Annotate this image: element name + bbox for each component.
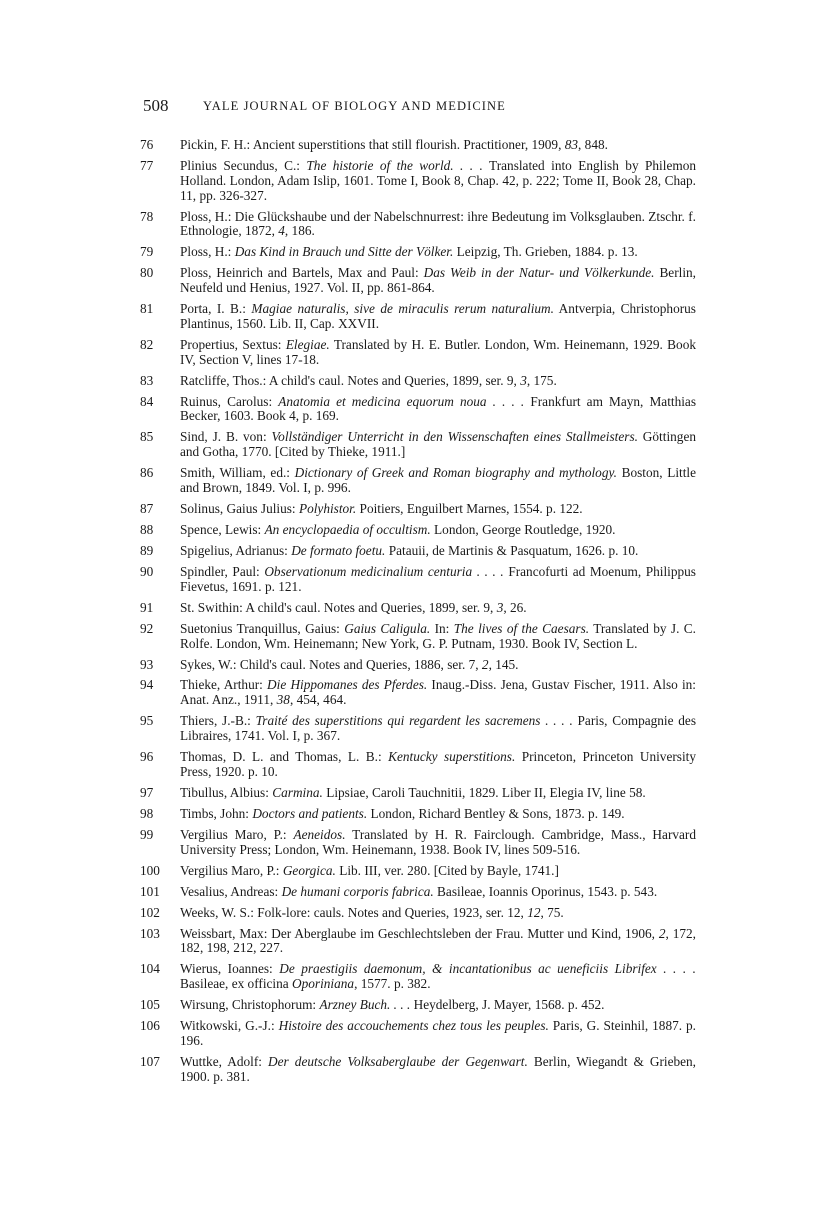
reference-number: 92 [140,620,154,636]
reference-title-italic: Georgica. [282,862,336,878]
reference-text-segment: Ploss, Heinrich and Bartels, Max and Paul: [180,265,424,281]
reference-text-segment: In: [430,620,454,636]
reference-title-italic: Oporiniana [292,976,355,992]
reference-text [180,806,625,821]
reference-text [180,543,638,558]
reference-text-segment: Frankfurt am Mayn, Matthias Becker, 1603. Book 4, p. 169. [180,393,696,424]
reference-title-italic: 38 [276,692,290,708]
reference-text [180,373,557,388]
reference-text-segment: Berlin, Neufeld und Henius, 1927. Vol. II, pp. 861-864. [180,265,696,296]
reference-text-segment: Wirsung, Christophorum: [180,997,320,1013]
reference-title-italic: 83 [564,137,579,152]
reference-text [180,905,564,920]
reference-text-segment: Propertius, Sextus: [180,336,286,352]
reference-entry [140,245,696,260]
reference-entry [140,658,696,673]
reference-text [180,301,696,331]
reference-number: 88 [140,521,154,537]
reference-entry [140,266,696,296]
reference-text-segment: , 848. [578,137,608,152]
reference-title-italic: Das Kind in Brauch und Sitte der Völker. [234,244,454,260]
reference-entry [140,678,696,708]
reference-number: 90 [140,563,154,579]
reference-text-segment: Vergilius Maro, P.: [180,826,294,842]
reference-text [180,997,605,1012]
reference-text-segment: Antverpia, Christophorus Plantinus, 1560. Lib. II, Cap. XXVII. [180,301,696,331]
reference-number: 76 [140,137,154,152]
reference-text-segment: Witkowski, G.-J.: [180,1018,279,1034]
reference-text-segment: Göttingen and Gotha, 1770. [Cited by Thieke, 1911.] [180,429,696,460]
reference-entry [140,601,696,616]
reference-title-italic: Carmina. [272,784,323,800]
reference-entry [140,466,696,496]
reference-text [180,884,657,899]
reference-entry [140,622,696,652]
reference-number: 83 [140,372,154,388]
reference-text [180,265,696,295]
reference-entry [140,807,696,822]
reference-title-italic: Dictionary of Greek and Roman biography and mythology. [294,465,617,481]
reference-title-italic: Magiae naturalis, sive de miraculis rerum naturalium. [251,301,554,317]
reference-text-segment: Timbs, John: [180,805,253,821]
running-title: YALE JOURNAL OF BIOLOGY AND MEDICINE [203,99,506,113]
reference-text-segment: London, Richard Bentley & Sons, 1873. p. 149. [367,805,625,821]
reference-text-segment: , 454, 464. [289,692,347,708]
reference-title-italic: Vollständiger Unterricht in den Wissenschaften eines Stallmeisters. [271,429,638,445]
page-header [143,96,703,118]
reference-number: 107 [140,1053,160,1069]
reference-text-segment: London, George Routledge, 1920. [430,521,616,537]
reference-number: 82 [140,336,154,352]
reference-number: 80 [140,265,154,281]
reference-number: 96 [140,749,154,765]
reference-text-segment: Plinius Secundus, C.: [180,157,307,173]
reference-text [180,564,696,594]
reference-text-segment: Thieke, Arthur: [180,677,268,693]
reference-title-italic: Anatomia et medicina equorum noua . . . . [278,393,525,409]
reference-title-italic: Arzney Buch. . . . [319,997,411,1013]
reference-text-segment: Lipsiae, Caroli Tauchnitii, 1829. Liber II, Elegia IV, line 58. [322,784,646,800]
reference-text-segment: Spindler, Paul: [180,563,265,579]
reference-text-segment: Spence, Lewis: [180,521,265,537]
reference-title-italic: Traité des superstitions qui regardent les sacremens . . . . [255,713,573,729]
reference-title-italic: De praestigiis daemonum, & incantationibus ac ueneficiis Librifex . . . . [279,961,696,977]
reference-title-italic: Histoire des accouchements chez tous les peuples. [278,1018,549,1034]
reference-text [180,394,696,424]
reference-text [180,158,696,203]
reference-title-italic: 3 [496,599,504,615]
reference-text [180,600,527,615]
reference-text-segment: Translated by H. E. Butler. London, Wm. Heinemann, 1929. Book IV, Section V, lines 17-18. [180,336,696,367]
reference-text-segment: Poitiers, Enguilbert Marnes, 1554. p. 122. [356,501,583,516]
reference-list [140,138,696,1091]
reference-text [180,429,696,459]
reference-text-segment: Suetonius Tranquillus, Gaius: [180,620,345,636]
reference-number: 100 [140,862,160,878]
reference-text-segment: Weeks, W. S.: Folk-lore: cauls. Notes and Queries, 1923, ser. 12, [180,904,528,920]
reference-number: 81 [140,301,154,317]
reference-entry [140,523,696,538]
reference-text [180,209,696,239]
reference-text-segment: Translated into English by Philemon Holland. London, Adam Islip, 1601. Tome I, Book 8, Chap. 42, p. 222; Tome II, Book 28, Chap. 11, pp. 326-327. [180,157,696,203]
reference-title-italic: The historie of the world. . . . [306,157,483,173]
reference-number: 89 [140,542,154,558]
reference-entry [140,395,696,425]
reference-title-italic: Aeneidos. [293,826,346,842]
reference-number: 85 [140,429,154,445]
reference-number: 78 [140,208,154,224]
reference-number: 102 [140,904,160,920]
reference-entry [140,998,696,1013]
reference-title-italic: Observationum medicinalium centuria . . . . [264,563,504,579]
reference-title-italic: Der deutsche Volksaberglaube der Gegenwart. [268,1053,528,1069]
reference-text-segment: Princeton, Princeton University Press, 1920. p. 10. [180,749,696,779]
reference-text-segment: Translated by H. R. Fairclough. Cambridge, Mass., Harvard University Press; London, Wm. Heinemann, 1938. Book IV, lines 509-516. [180,826,696,857]
reference-text-segment: Thomas, D. L. and Thomas, L. B.: [180,749,389,765]
reference-text [180,961,696,991]
reference-text-segment: Porta, I. B.: [180,301,252,317]
reference-text-segment: Weissbart, Max: Der Aberglaube im Geschlechtsleben der Frau. Mutter und Kind, 1906, [180,925,659,941]
reference-number: 79 [140,244,154,260]
reference-entry [140,1055,696,1085]
reference-number: 94 [140,677,154,693]
reference-number: 97 [140,784,154,800]
reference-entry [140,138,696,153]
reference-text [180,337,696,367]
reference-text [180,137,608,152]
reference-text-segment: , 172, 182, 198, 212, 227. [180,925,696,956]
reference-entry [140,302,696,332]
reference-title-italic: Polyhistor. [298,501,357,516]
reference-number: 105 [140,997,160,1013]
reference-number: 103 [140,925,160,941]
reference-number: 95 [140,713,154,729]
reference-number: 93 [140,656,154,672]
reference-text-segment: Solinus, Gaius Julius: [180,501,299,516]
reference-number: 84 [140,393,154,409]
reference-text-segment: , 175. [526,372,557,388]
reference-title-italic: 4 [278,223,285,239]
reference-title-italic: Kentucky superstitions. [388,749,516,765]
reference-entry [140,864,696,879]
reference-text-segment: St. Swithin: A child's caul. Notes and Queries, 1899, ser. 9, [180,599,497,615]
reference-text [180,785,646,800]
reference-text-segment: Vesalius, Andreas: [180,883,282,899]
reference-text-segment: , 1577. p. 382. [354,976,431,992]
reference-number: 91 [140,599,154,615]
reference-text [180,501,583,516]
reference-text [180,657,519,672]
reference-entry [140,374,696,389]
reference-entry [140,502,696,517]
reference-text-segment: Basileae, Ioannis Oporinus, 1543. p. 543. [433,883,658,899]
reference-text-segment: Thiers, J.-B.: [180,713,256,729]
reference-number: 77 [140,157,154,173]
reference-text [180,1054,696,1084]
reference-entry [140,927,696,957]
reference-entry [140,750,696,780]
reference-entry [140,906,696,921]
reference-title-italic: The lives of the Caesars. [453,620,590,636]
reference-text-segment: Sykes, W.: Child's caul. Notes and Queries, 1886, ser. 7, [180,656,482,672]
reference-text-segment: Inaug.-Diss. Jena, Gustav Fischer, 1911. Also in: Anat. Anz., 1911, [180,677,696,708]
reference-text-segment: , 26. [503,599,527,615]
reference-text [180,827,696,857]
reference-text-segment: Berlin, Wiegandt & Grieben, 1900. p. 381. [180,1053,697,1084]
reference-number: 106 [140,1018,160,1034]
reference-text [180,926,696,956]
reference-text-segment: Vergilius Maro, P.: [180,862,283,878]
reference-title-italic: Die Hippomanes des Pferdes. [267,677,428,693]
reference-text [180,1018,696,1048]
reference-entry [140,544,696,559]
reference-title-italic: Gaius Caligula. [344,620,431,636]
reference-text-segment: Leipzig, Th. Grieben, 1884. p. 13. [453,244,638,260]
reference-entry [140,786,696,801]
reference-text-segment: Paris, Compagnie des Libraires, 1741. Vol. I, p. 367. [180,713,696,744]
reference-text-segment: Ploss, H.: Die Glückshaube und der Nabelschnurrest: ihre Bedeutung im Volksglauben. Ztschr. f. Ethnologie, 1872, [180,208,696,239]
reference-number: 87 [140,501,154,516]
reference-text-segment: , 186. [284,223,315,239]
reference-title-italic: An encyclopaedia of occultism. [264,521,431,537]
reference-title-italic: Das Weib in der Natur- und Völkerkunde. [423,265,655,281]
reference-text-segment: Translated by J. C. Rolfe. London, Wm. Heinemann; New York, G. P. Putnam, 1930. Book IV, Section L. [180,620,696,651]
reference-title-italic: 2 [658,925,666,941]
reference-text-segment: Basileae, ex officina [180,976,292,992]
reference-entry [140,159,696,203]
reference-text-segment: Pickin, F. H.: Ancient superstitions that still flourish. Practitioner, 1909, [180,137,565,152]
reference-text [180,863,559,878]
reference-text-segment: Heydelberg, J. Mayer, 1568. p. 452. [410,997,605,1013]
reference-entry [140,885,696,900]
reference-number: 86 [140,465,154,481]
reference-text-segment: Patauii, de Martinis & Pasquatum, 1626. p. 10. [385,542,639,558]
reference-number: 98 [140,805,154,821]
reference-text [180,244,638,259]
reference-text-segment: Paris, G. Steinhil, 1887. p. 196. [180,1018,696,1048]
reference-text-segment: Ruinus, Carolus: [180,393,279,409]
reference-text-segment: Lib. III, ver. 280. [Cited by Bayle, 1741.] [335,862,559,878]
reference-text-segment: Spigelius, Adrianus: [180,542,292,558]
reference-title-italic: 12 [527,904,541,920]
reference-text-segment: Ploss, H.: [180,244,235,260]
reference-entry [140,565,696,595]
reference-text [180,749,696,779]
reference-text-segment: Wierus, Ioannes: [180,961,280,977]
reference-text [180,713,696,743]
reference-text-segment: Wuttke, Adolf: [180,1053,269,1069]
reference-entry [140,430,696,460]
reference-entry [140,1019,696,1049]
page-number: 508 [143,96,169,115]
reference-entry [140,338,696,368]
reference-title-italic: Elegiae. [285,336,330,352]
reference-text-segment: Tibullus, Albius: [180,784,273,800]
reference-entry [140,714,696,744]
reference-title-italic: De humani corporis fabrica. [281,883,434,899]
reference-number: 101 [140,883,160,899]
reference-text [180,621,696,651]
reference-text [180,465,696,495]
reference-title-italic: De formato foetu. [291,542,386,558]
reference-entry [140,828,696,858]
reference-number: 99 [140,826,154,842]
reference-text-segment: , 145. [488,656,519,672]
reference-title-italic: 3 [520,372,527,388]
reference-text-segment: Boston, Little and Brown, 1849. Vol. I, p. 996. [180,465,696,496]
reference-title-italic: 2 [481,656,489,672]
reference-title-italic: Doctors and patients. [252,805,368,821]
reference-number: 104 [140,961,160,977]
reference-text-segment: Smith, William, ed.: [180,465,295,481]
reference-text [180,677,696,707]
reference-text-segment: , 75. [540,904,564,920]
reference-text-segment: Francofurti ad Moenum, Philippus Fievetus, 1691. p. 121. [180,563,696,594]
reference-entry [140,210,696,240]
reference-entry [140,962,696,992]
reference-text-segment: Ratcliffe, Thos.: A child's caul. Notes and Queries, 1899, ser. 9, [180,372,521,388]
reference-text-segment: Sind, J. B. von: [180,429,272,445]
reference-text [180,522,616,537]
